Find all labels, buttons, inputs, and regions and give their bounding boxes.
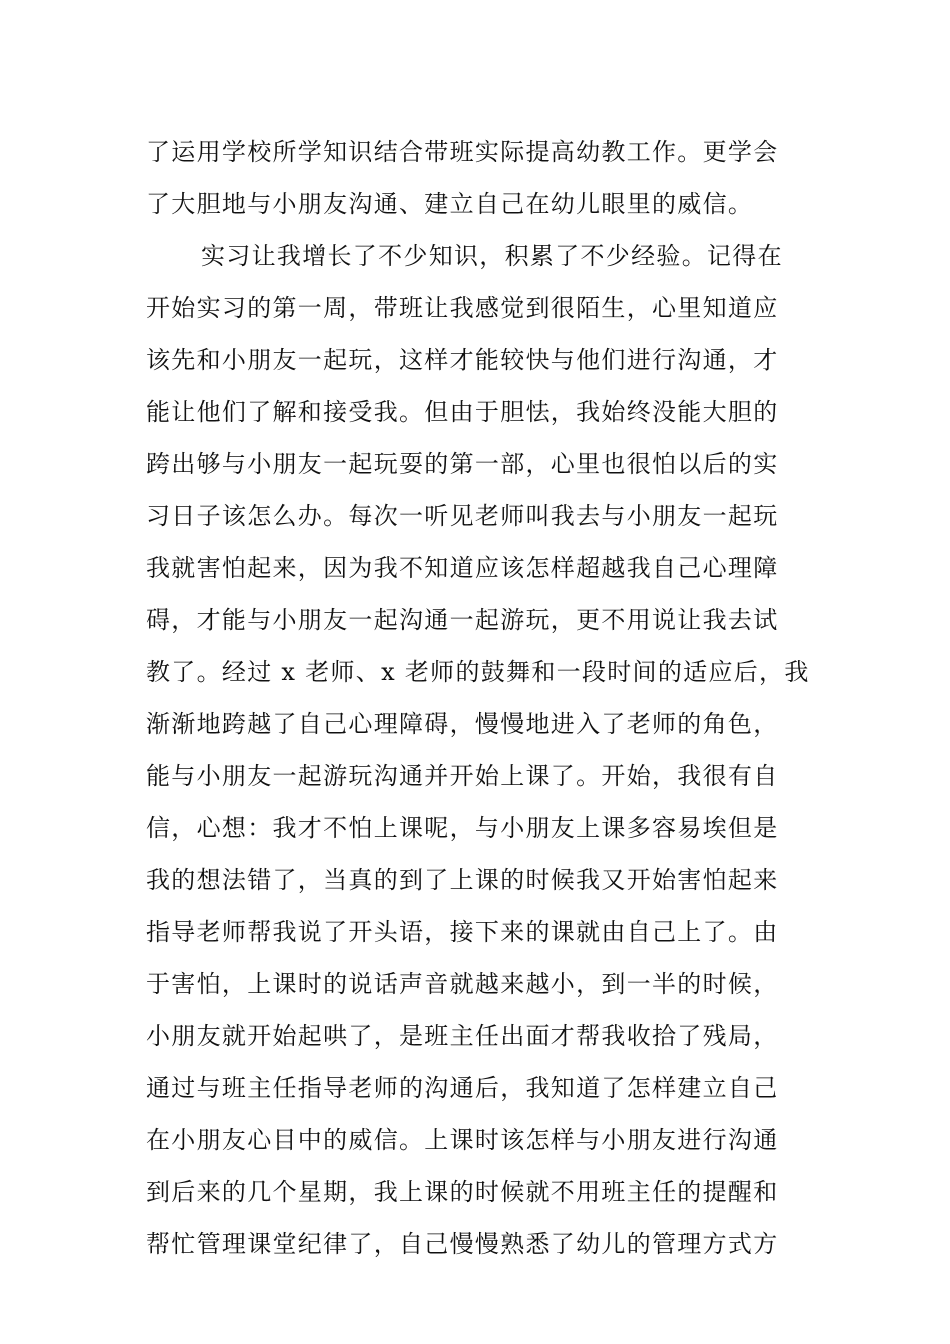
text-line: 帮忙管理课堂纪律了，自己慢慢熟悉了幼儿的管理方式方: [146, 1230, 779, 1258]
text-line: 于害怕，上课时的说话声音就越来越小，到一半的时候，: [146, 970, 779, 998]
text-line: 能与小朋友一起游玩沟通并开始上课了。开始，我很有自: [146, 762, 779, 790]
text-line: 我就害怕起来，因为我不知道应该怎样超越我自己心理障: [146, 554, 779, 582]
text-line: 能让他们了解和接受我。但由于胆怯，我始终没能大胆的: [146, 398, 779, 426]
text-line: 指导老师帮我说了开头语，接下来的课就由自己上了。由: [146, 918, 779, 946]
text-line: 了运用学校所学知识结合带班实际提高幼教工作。更学会: [146, 138, 779, 166]
text-line: 碍，才能与小朋友一起沟通一起游玩，更不用说让我去试: [146, 606, 779, 634]
text-line: 到后来的几个星期，我上课的时候就不用班主任的提醒和: [146, 1178, 779, 1206]
body-text: [146, 126, 810, 1270]
text-line: 通过与班主任指导老师的沟通后，我知道了怎样建立自己: [146, 1074, 779, 1102]
text-line: 渐渐地跨越了自己心理障碍，慢慢地进入了老师的角色，: [146, 710, 779, 738]
text-line: 开始实习的第一周，带班让我感觉到很陌生，心里知道应: [146, 294, 779, 322]
text-line: 教了。经过 x 老师、x 老师的鼓舞和一段时间的适应后，我: [146, 658, 810, 686]
text-line: 在小朋友心目中的威信。上课时该怎样与小朋友进行沟通: [146, 1126, 779, 1154]
text-line: 习日子该怎么办。每次一听见老师叫我去与小朋友一起玩: [146, 502, 779, 530]
text-line: 小朋友就开始起哄了，是班主任出面才帮我收拾了残局，: [146, 1022, 779, 1050]
text-line: 信，心想：我才不怕上课呢，与小朋友上课多容易埃但是: [146, 814, 779, 842]
text-line: 该先和小朋友一起玩，这样才能较快与他们进行沟通，才: [146, 346, 779, 374]
text-line: 我的想法错了，当真的到了上课的时候我又开始害怕起来: [146, 866, 779, 894]
text-line: 跨出够与小朋友一起玩耍的第一部，心里也很怕以后的实: [146, 450, 779, 478]
paragraph-first-line: 实习让我增长了不少知识，积累了不少经验。记得在: [201, 242, 783, 270]
text-line: 了大胆地与小朋友沟通、建立自己在幼儿眼里的威信。: [146, 190, 754, 218]
